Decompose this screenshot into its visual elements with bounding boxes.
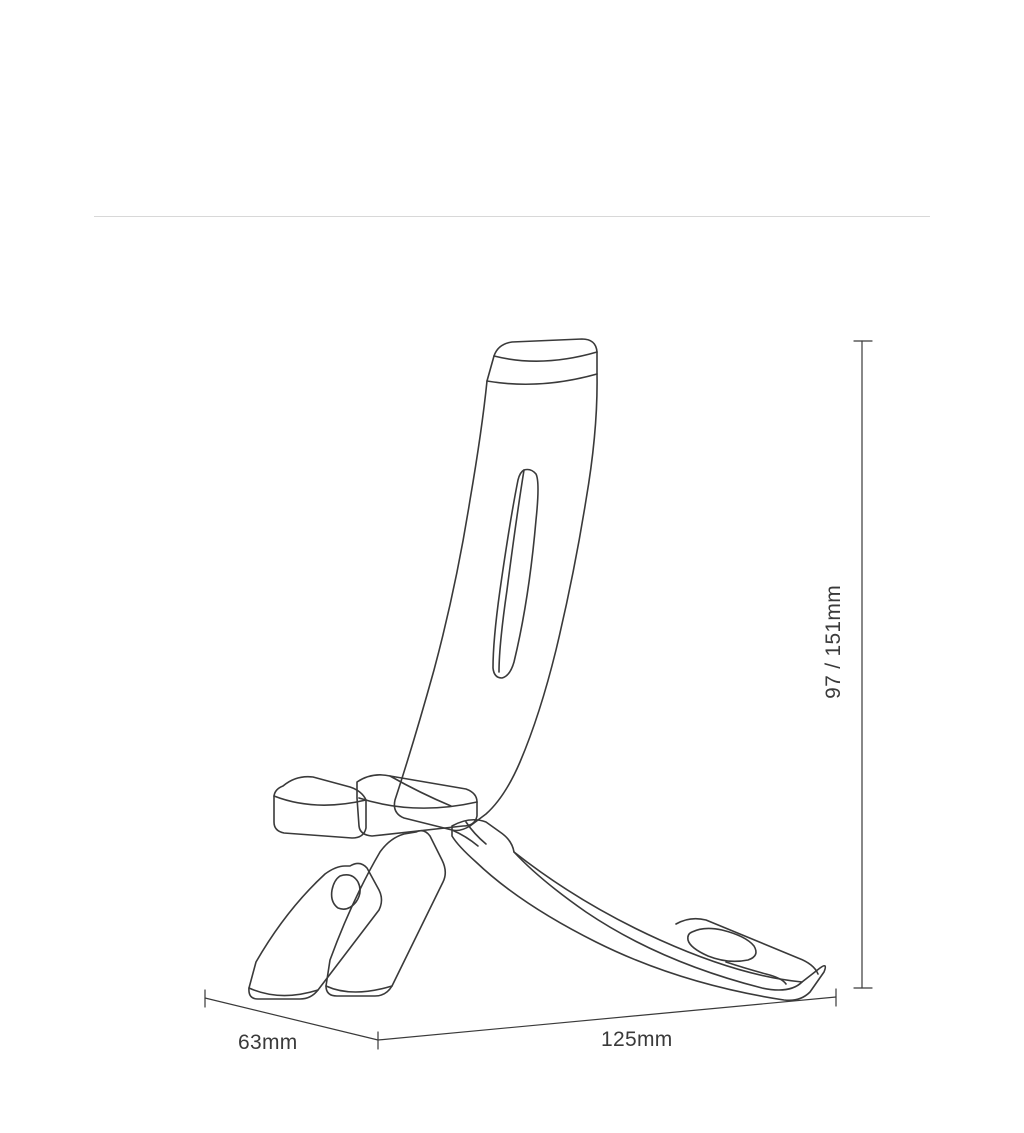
height-dimension-label: 97 / 151mm <box>822 585 845 699</box>
width-dimension-label: 125mm <box>601 1028 673 1051</box>
depth-dimension-label: 63mm <box>238 1031 298 1054</box>
